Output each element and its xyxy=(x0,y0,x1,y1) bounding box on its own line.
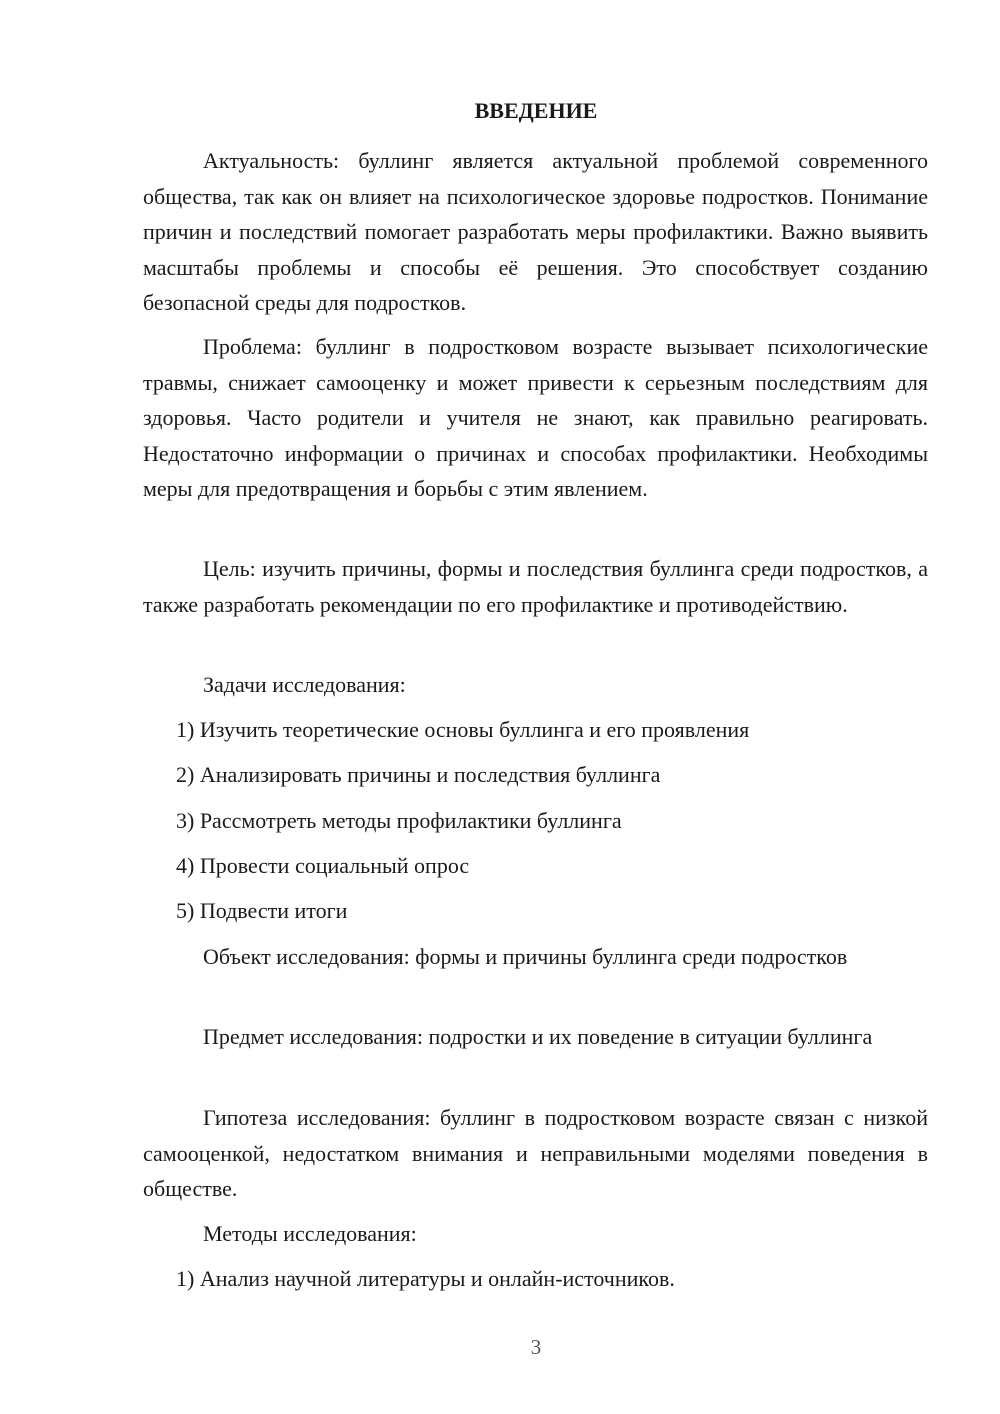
paragraph-hypothesis: Гипотеза исследования: буллинг в подростковом возрасте связан с низкой самооценкой, недостатком внимания и неправильными моделями поведения в обществе. xyxy=(143,1105,928,1201)
paragraph-goal: Цель: изучить причины, формы и последствия буллинга среди подростков, а также разработать рекомендации по его профилактике и противодействию. xyxy=(143,556,928,617)
task-item-3: 3) Рассмотреть методы профилактики буллинга xyxy=(176,808,622,833)
paragraph-subject: Предмет исследования: подростки и их поведение в ситуации буллинга xyxy=(203,1024,873,1049)
task-item-2: 2) Анализировать причины и последствия буллинга xyxy=(176,762,661,787)
task-item-5: 5) Подвести итоги xyxy=(176,898,348,923)
task-item-1: 1) Изучить теоретические основы буллинга и его проявления xyxy=(176,717,750,742)
section-title: ВВЕДЕНИЕ xyxy=(474,98,598,123)
paragraph-relevance: Актуальность: буллинг является актуальной проблемой современного общества, так как он влияет на психологическое здоровье подростков. Понимание причин и последствий помогает разработать меры профилактики. Важно выявить масштабы проблемы и способы её решения. Это способствует созданию безопасной среды для подростков. xyxy=(143,148,928,315)
task-item-4: 4) Провести социальный опрос xyxy=(176,853,470,878)
tasks-heading: Задачи исследования: xyxy=(203,672,406,697)
paragraph-problem: Проблема: буллинг в подростковом возрасте вызывает психологические травмы, снижает самооценку и может привести к серьезным последствиям для здоровья. Часто родители и учителя не знают, как правильно реагировать. Недостаточно информации о причинах и способах профилактики. Необходимы меры для предотвращения и борьбы с этим явлением. xyxy=(143,334,928,501)
method-item-1: 1) Анализ научной литературы и онлайн-источников. xyxy=(176,1266,675,1291)
methods-heading: Методы исследования: xyxy=(203,1221,417,1246)
page-number: 3 xyxy=(530,1335,542,1359)
paragraph-object: Объект исследования: формы и причины буллинга среди подростков xyxy=(203,944,848,969)
